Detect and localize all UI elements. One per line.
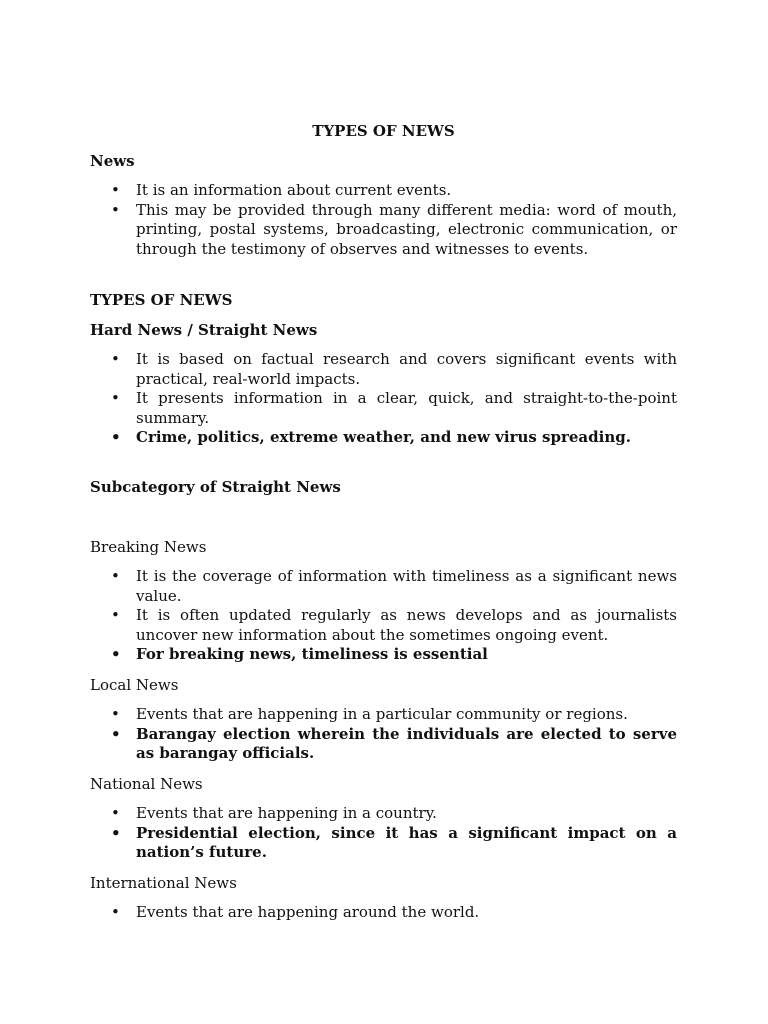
national-news-label: National News [90, 775, 203, 793]
bullet-icon: • [111, 645, 121, 664]
list-item: • Events that are happening in a country. [111, 804, 437, 822]
bullet-icon: • [111, 724, 121, 743]
list-item: • Crime, politics, extreme weather, and new virus spreading. [111, 428, 631, 447]
breaking-news-label: Breaking News [90, 538, 207, 556]
types-heading: TYPES OF NEWS [90, 291, 233, 309]
document-title: TYPES OF NEWS [312, 122, 455, 140]
international-news-label: International News [90, 874, 237, 892]
bullet-icon: • [111, 389, 120, 408]
bullet-icon: • [111, 823, 121, 842]
list-item: • It is an information about current events. [111, 181, 452, 199]
list-item: • This may be provided through many different media: word of mouth, printing, postal systems, broadcasting, electronic communication, or through the testimony of observes and witnesses to events. [111, 200, 677, 258]
international-news-bullet-list [90, 903, 677, 923]
list-item: • It is the coverage of information with timeliness as a significant news value. [111, 567, 677, 605]
bullet-icon: • [111, 350, 120, 368]
local-news-bullet-list [90, 705, 677, 764]
bullet-icon: • [111, 705, 120, 723]
bullet-icon: • [111, 804, 120, 822]
bullet-icon: • [111, 181, 120, 199]
news-bullet-list [90, 181, 677, 259]
bullet-icon: • [111, 903, 120, 921]
hard-news-heading: Hard News / Straight News [90, 321, 318, 339]
list-item: • For breaking news, timeliness is essential [111, 645, 488, 664]
breaking-news-bullet-list [90, 567, 677, 665]
bullet-icon: • [111, 567, 120, 585]
news-heading: News [90, 152, 135, 170]
list-item: • Events that are happening in a particular community or regions. [111, 705, 628, 723]
local-news-label: Local News [90, 676, 179, 694]
hard-news-bullet-list [90, 350, 677, 448]
list-item: • Barangay election wherein the individuals are elected to serve as barangay officials. [111, 724, 677, 763]
list-item: • It is based on factual research and covers significant events with practical, real-world impacts. [111, 350, 677, 388]
bullet-icon: • [111, 428, 121, 447]
bullet-icon: • [111, 200, 120, 219]
bullet-icon: • [111, 606, 120, 625]
list-item: • Presidential election, since it has a significant impact on a nation’s future. [111, 823, 677, 862]
list-item: • It presents information in a clear, quick, and straight-to-the-point summary. [111, 389, 677, 427]
list-item: • It is often updated regularly as news develops and as journalists uncover new information about the sometimes ongoing event. [111, 606, 677, 644]
list-item: • Events that are happening around the world. [111, 903, 480, 921]
subcategory-heading: Subcategory of Straight News [90, 478, 341, 496]
national-news-bullet-list [90, 804, 677, 863]
